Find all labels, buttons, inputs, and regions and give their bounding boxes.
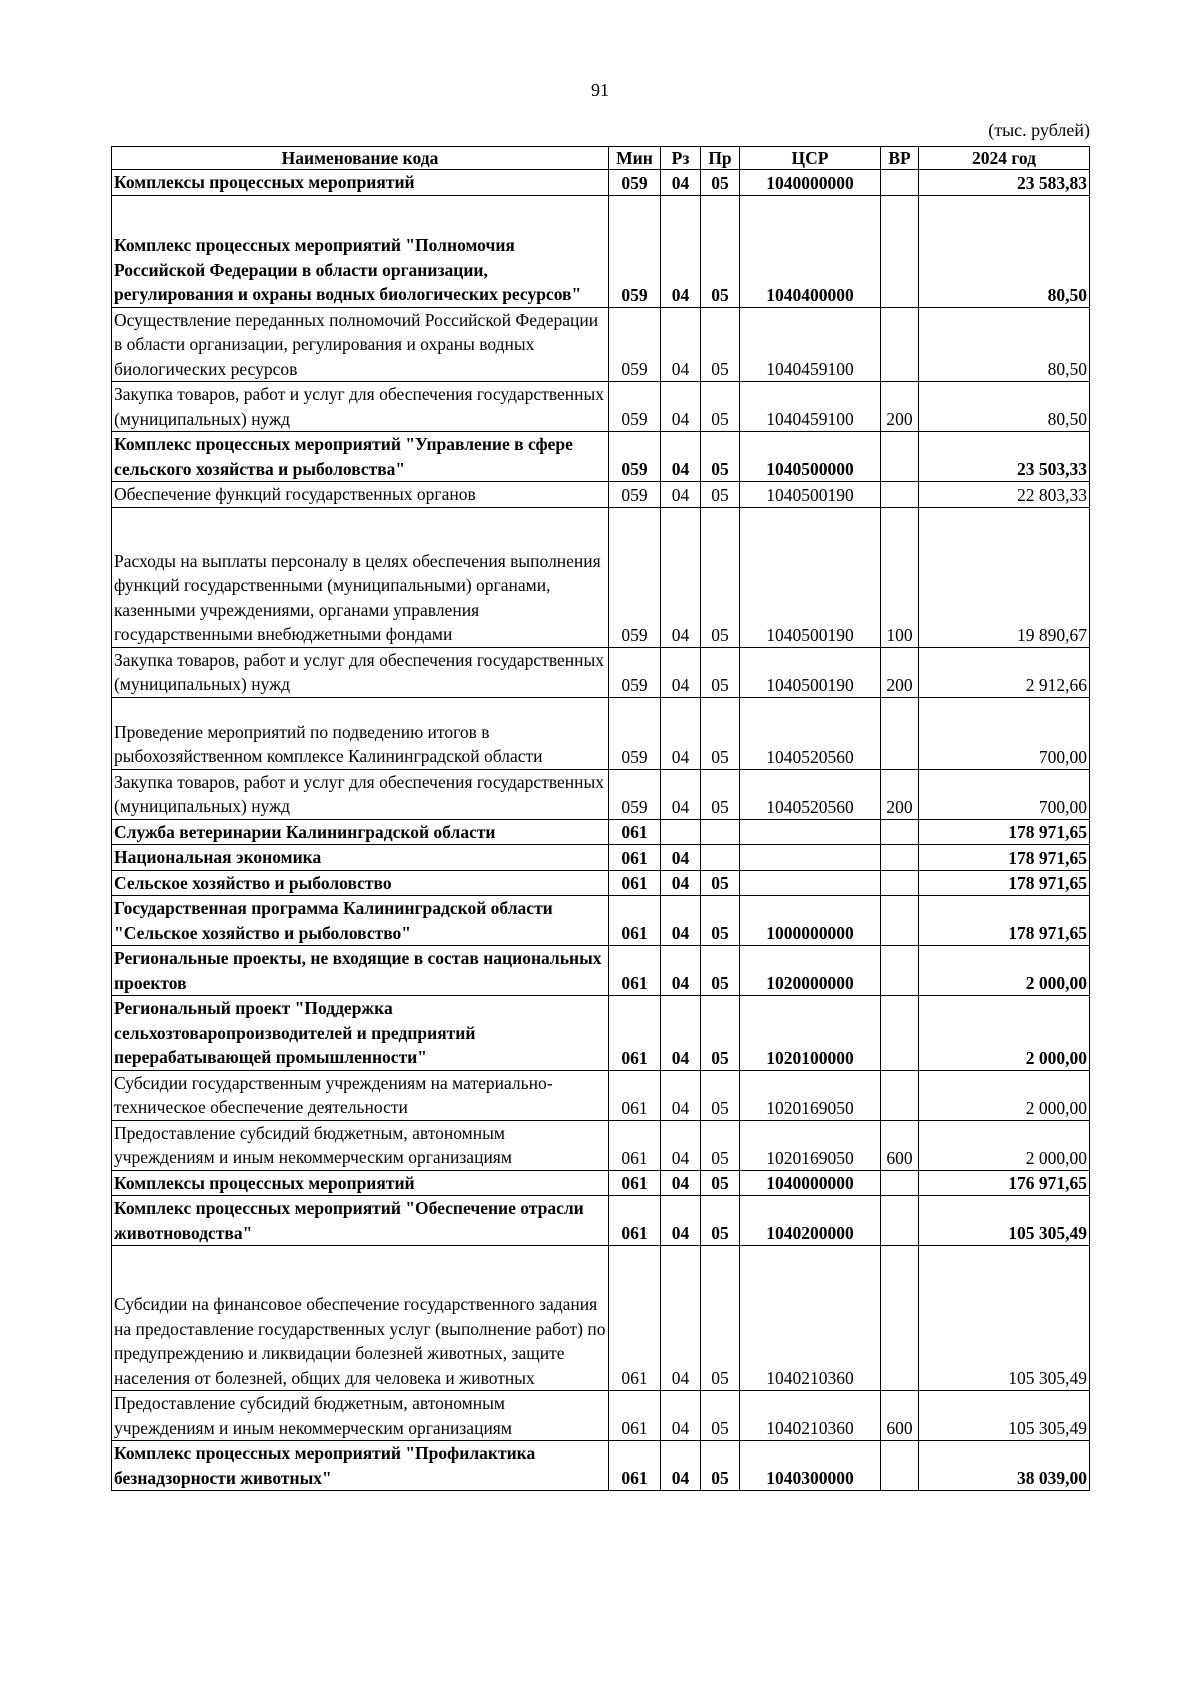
row-rz: 04 [661,507,701,647]
table-row [112,1170,1090,1196]
row-vr: 200 [881,769,919,819]
row-vr [881,870,919,896]
row-csr: 1040000000 [740,170,881,196]
row-amount: 2 000,00 [919,1120,1090,1170]
row-csr [740,819,881,845]
row-rz: 04 [661,996,701,1071]
row-min: 061 [609,896,661,946]
row-name: Закупка товаров, работ и услуг для обеспечения государственных (муниципальных) нужд [112,769,609,819]
row-pr: 05 [701,507,740,647]
row-min: 061 [609,946,661,996]
table-row [112,1196,1090,1246]
row-amount: 80,50 [919,382,1090,432]
table-row [112,1070,1090,1120]
row-name: Комплексы процессных мероприятий [112,1170,609,1196]
table-row [112,195,1090,307]
row-pr: 05 [701,1070,740,1120]
row-csr: 1020100000 [740,996,881,1071]
row-amount: 178 971,65 [919,845,1090,871]
row-rz: 04 [661,769,701,819]
row-amount: 178 971,65 [919,870,1090,896]
row-min: 059 [609,195,661,307]
row-rz [661,819,701,845]
row-rz: 04 [661,697,701,769]
row-min: 061 [609,819,661,845]
row-pr: 05 [701,647,740,697]
row-name: Закупка товаров, работ и услуг для обеспечения государственных (муниципальных) нужд [112,382,609,432]
row-name: Комплекс процессных мероприятий "Обеспечение отрасли животноводства" [112,1196,609,1246]
header-rz: Рз [661,147,701,170]
row-name: Предоставление субсидий бюджетным, автономным учреждениям и иным некоммерческим организациям [112,1391,609,1441]
row-pr: 05 [701,870,740,896]
row-pr: 05 [701,382,740,432]
row-name: Проведение мероприятий по подведению итогов в рыбохозяйственном комплексе Калининградской области [112,697,609,769]
row-amount: 23 503,33 [919,432,1090,482]
row-amount: 105 305,49 [919,1391,1090,1441]
row-rz: 04 [661,870,701,896]
row-rz: 04 [661,1170,701,1196]
row-name: Сельское хозяйство и рыболовство [112,870,609,896]
row-min: 061 [609,1391,661,1441]
row-name: Региональный проект "Поддержка сельхозтоваропроизводителей и предприятий перерабатывающей промышленности" [112,996,609,1071]
row-csr: 1040520560 [740,769,881,819]
row-name: Субсидии государственным учреждениям на материально-техническое обеспечение деятельности [112,1070,609,1120]
row-vr [881,896,919,946]
budget-table [111,146,1090,1491]
row-amount: 105 305,49 [919,1246,1090,1391]
row-rz: 04 [661,1391,701,1441]
row-rz: 04 [661,170,701,196]
header-name: Наименование кода [112,147,609,170]
row-csr: 1040300000 [740,1441,881,1491]
row-amount: 23 583,83 [919,170,1090,196]
table-row [112,382,1090,432]
row-rz: 04 [661,1196,701,1246]
row-min: 061 [609,1441,661,1491]
row-rz: 04 [661,1246,701,1391]
row-min: 059 [609,697,661,769]
row-name: Служба ветеринарии Калининградской области [112,819,609,845]
header-pr: Пр [701,147,740,170]
row-rz: 04 [661,1441,701,1491]
row-name: Комплекс процессных мероприятий "Управление в сфере сельского хозяйства и рыболовства" [112,432,609,482]
row-name: Региональные проекты, не входящие в состав национальных проектов [112,946,609,996]
row-min: 061 [609,1196,661,1246]
row-min: 061 [609,996,661,1071]
table-row [112,647,1090,697]
row-name: Предоставление субсидий бюджетным, автономным учреждениям и иным некоммерческим организациям [112,1120,609,1170]
row-min: 061 [609,1246,661,1391]
row-csr: 1040459100 [740,307,881,382]
row-pr: 05 [701,946,740,996]
row-vr [881,1170,919,1196]
row-amount: 105 305,49 [919,1196,1090,1246]
units-note: (тыс. рублей) [988,120,1090,140]
table-row [112,1391,1090,1441]
header-csr: ЦСР [740,147,881,170]
row-csr: 1000000000 [740,896,881,946]
row-amount: 22 803,33 [919,482,1090,508]
row-rz: 04 [661,1120,701,1170]
row-name: Национальная экономика [112,845,609,871]
row-min: 059 [609,382,661,432]
table-row [112,432,1090,482]
row-amount: 178 971,65 [919,896,1090,946]
row-pr: 05 [701,432,740,482]
row-csr: 1040400000 [740,195,881,307]
row-vr: 200 [881,382,919,432]
row-pr: 05 [701,170,740,196]
row-csr: 1040000000 [740,1170,881,1196]
row-amount: 178 971,65 [919,819,1090,845]
table-row [112,996,1090,1071]
row-name: Комплексы процессных мероприятий [112,170,609,196]
row-amount: 80,50 [919,195,1090,307]
row-rz: 04 [661,195,701,307]
row-vr [881,1441,919,1491]
row-vr [881,432,919,482]
row-rz: 04 [661,482,701,508]
table-row [112,896,1090,946]
header-year: 2024 год [919,147,1090,170]
row-name: Закупка товаров, работ и услуг для обеспечения государственных (муниципальных) нужд [112,647,609,697]
row-vr [881,697,919,769]
row-csr: 1040500000 [740,432,881,482]
table-row [112,819,1090,845]
row-vr: 200 [881,647,919,697]
row-pr: 05 [701,1441,740,1491]
row-vr: 100 [881,507,919,647]
row-min: 059 [609,307,661,382]
table-row [112,769,1090,819]
row-min: 059 [609,647,661,697]
row-vr [881,195,919,307]
table-row [112,1441,1090,1491]
row-amount: 2 000,00 [919,1070,1090,1120]
row-vr [881,1246,919,1391]
row-csr: 1040500190 [740,507,881,647]
row-csr: 1040200000 [740,1196,881,1246]
table-row [112,482,1090,508]
row-vr [881,996,919,1071]
row-min: 061 [609,1120,661,1170]
row-vr [881,1070,919,1120]
row-pr: 05 [701,307,740,382]
row-rz: 04 [661,946,701,996]
row-min: 061 [609,845,661,871]
row-csr: 1020000000 [740,946,881,996]
row-csr: 1040210360 [740,1246,881,1391]
row-min: 061 [609,870,661,896]
row-name: Обеспечение функций государственных органов [112,482,609,508]
row-amount: 80,50 [919,307,1090,382]
row-pr: 05 [701,697,740,769]
row-min: 059 [609,432,661,482]
row-csr: 1040500190 [740,647,881,697]
row-pr: 05 [701,195,740,307]
row-vr [881,307,919,382]
row-amount: 2 000,00 [919,946,1090,996]
table-row [112,507,1090,647]
row-amount: 19 890,67 [919,507,1090,647]
table-row [112,1246,1090,1391]
row-pr: 05 [701,1120,740,1170]
row-min: 061 [609,1170,661,1196]
row-vr [881,1196,919,1246]
row-name: Расходы на выплаты персоналу в целях обеспечения выполнения функций государственными (муниципальными) органами, казенными учреждениями, органами управления государственными внебюджетными фондами [112,507,609,647]
row-csr: 1040210360 [740,1391,881,1441]
row-amount: 700,00 [919,697,1090,769]
row-pr [701,845,740,871]
row-min: 059 [609,170,661,196]
row-name: Комплекс процессных мероприятий "Полномочия Российской Федерации в области организации, регулирования и охраны водных биологических ресурсов" [112,195,609,307]
row-pr: 05 [701,1391,740,1441]
table-row [112,946,1090,996]
row-vr: 600 [881,1391,919,1441]
row-name: Комплекс процессных мероприятий "Профилактика безнадзорности животных" [112,1441,609,1491]
table-row [112,307,1090,382]
row-pr: 05 [701,1170,740,1196]
row-min: 059 [609,482,661,508]
row-name: Государственная программа Калининградской области "Сельское хозяйство и рыболовство" [112,896,609,946]
row-rz: 04 [661,896,701,946]
header-min: Мин [609,147,661,170]
table-row [112,697,1090,769]
row-min: 061 [609,1070,661,1120]
row-rz: 04 [661,432,701,482]
row-pr: 05 [701,1196,740,1246]
row-csr: 1020169050 [740,1070,881,1120]
row-rz: 04 [661,845,701,871]
row-min: 059 [609,769,661,819]
row-csr: 1040500190 [740,482,881,508]
header-vr: ВР [881,147,919,170]
row-vr: 600 [881,1120,919,1170]
row-vr [881,819,919,845]
row-amount: 2 000,00 [919,996,1090,1071]
table-row [112,1120,1090,1170]
row-amount: 38 039,00 [919,1441,1090,1491]
row-csr: 1040459100 [740,382,881,432]
page-number: 91 [591,80,609,100]
row-amount: 700,00 [919,769,1090,819]
row-csr: 1040520560 [740,697,881,769]
row-vr [881,170,919,196]
row-csr [740,845,881,871]
row-pr: 05 [701,1246,740,1391]
row-amount: 176 971,65 [919,1170,1090,1196]
row-rz: 04 [661,307,701,382]
row-pr: 05 [701,996,740,1071]
row-csr: 1020169050 [740,1120,881,1170]
table-header-row [112,147,1090,170]
row-vr [881,946,919,996]
row-csr [740,870,881,896]
row-name: Субсидии на финансовое обеспечение государственного задания на предоставление государственных услуг (выполнение работ) по предупреждению и ликвидации болезней животных, защите населения от болезней, общих для человека и животных [112,1246,609,1391]
row-pr: 05 [701,896,740,946]
row-rz: 04 [661,1070,701,1120]
row-pr [701,819,740,845]
row-vr [881,845,919,871]
table-row [112,845,1090,871]
row-pr: 05 [701,769,740,819]
row-vr [881,482,919,508]
table-row [112,870,1090,896]
row-rz: 04 [661,382,701,432]
row-rz: 04 [661,647,701,697]
row-amount: 2 912,66 [919,647,1090,697]
row-pr: 05 [701,482,740,508]
row-name: Осуществление переданных полномочий Российской Федерации в области организации, регулирования и охраны водных биологических ресурсов [112,307,609,382]
table-row [112,170,1090,196]
row-min: 059 [609,507,661,647]
